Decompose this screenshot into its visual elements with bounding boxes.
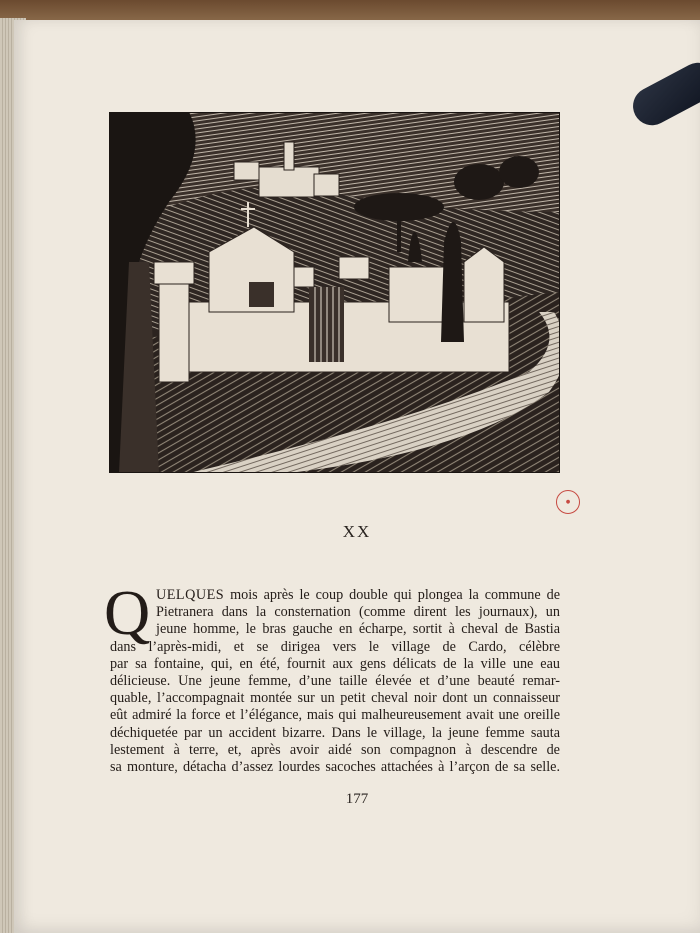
opening-smallcaps: UELQUES bbox=[156, 587, 225, 603]
body-text bbox=[104, 577, 560, 776]
text-line: eût admiré la force et l’élégance, mais qui malheureusement avait une oreille bbox=[110, 707, 560, 724]
woodcut-illustration bbox=[109, 112, 560, 473]
text-line: quable, l’accompagnait montée sur un petit cheval noir dont un connaisseur bbox=[110, 690, 560, 707]
text-line: déchiquetée par un accident bizarre. Dans le village, la jeune femme sauta bbox=[110, 724, 560, 741]
text-line-content: mois après le coup double qui plongea la commune de bbox=[224, 587, 560, 603]
page-number: 177 bbox=[345, 791, 369, 807]
text-line: sa monture, détacha d’assez lourdes sacoches attachées à l’arçon de sa selle. bbox=[110, 759, 560, 776]
text-line: dans l’après-midi, et se dirigea vers le village de Cardo, célèbre bbox=[110, 638, 560, 655]
chapter-number: XX bbox=[342, 522, 372, 541]
book-page bbox=[14, 20, 700, 933]
text-line: par sa fontaine, qui, en été, fournit aux gens délicats de la ville une eau bbox=[110, 655, 560, 672]
text-line bbox=[110, 587, 560, 604]
library-stamp: ● bbox=[556, 490, 580, 514]
drop-cap: Q bbox=[104, 577, 151, 648]
text-line: délicieuse. Une jeune femme, d’une taille élevée et d’une beauté remar- bbox=[110, 673, 560, 690]
woodcut-drawing bbox=[109, 112, 560, 473]
desk-surface bbox=[0, 0, 700, 22]
text-line: lestement à terre, et, après avoir aidé son compagnon à descendre de bbox=[110, 741, 560, 758]
text-line: Pietranera dans la consternation (comme dirent les journaux), un bbox=[156, 604, 560, 621]
text-line: jeune homme, le bras gauche en écharpe, sortit à cheval de Bastia bbox=[156, 621, 560, 638]
pen-object bbox=[626, 56, 700, 132]
